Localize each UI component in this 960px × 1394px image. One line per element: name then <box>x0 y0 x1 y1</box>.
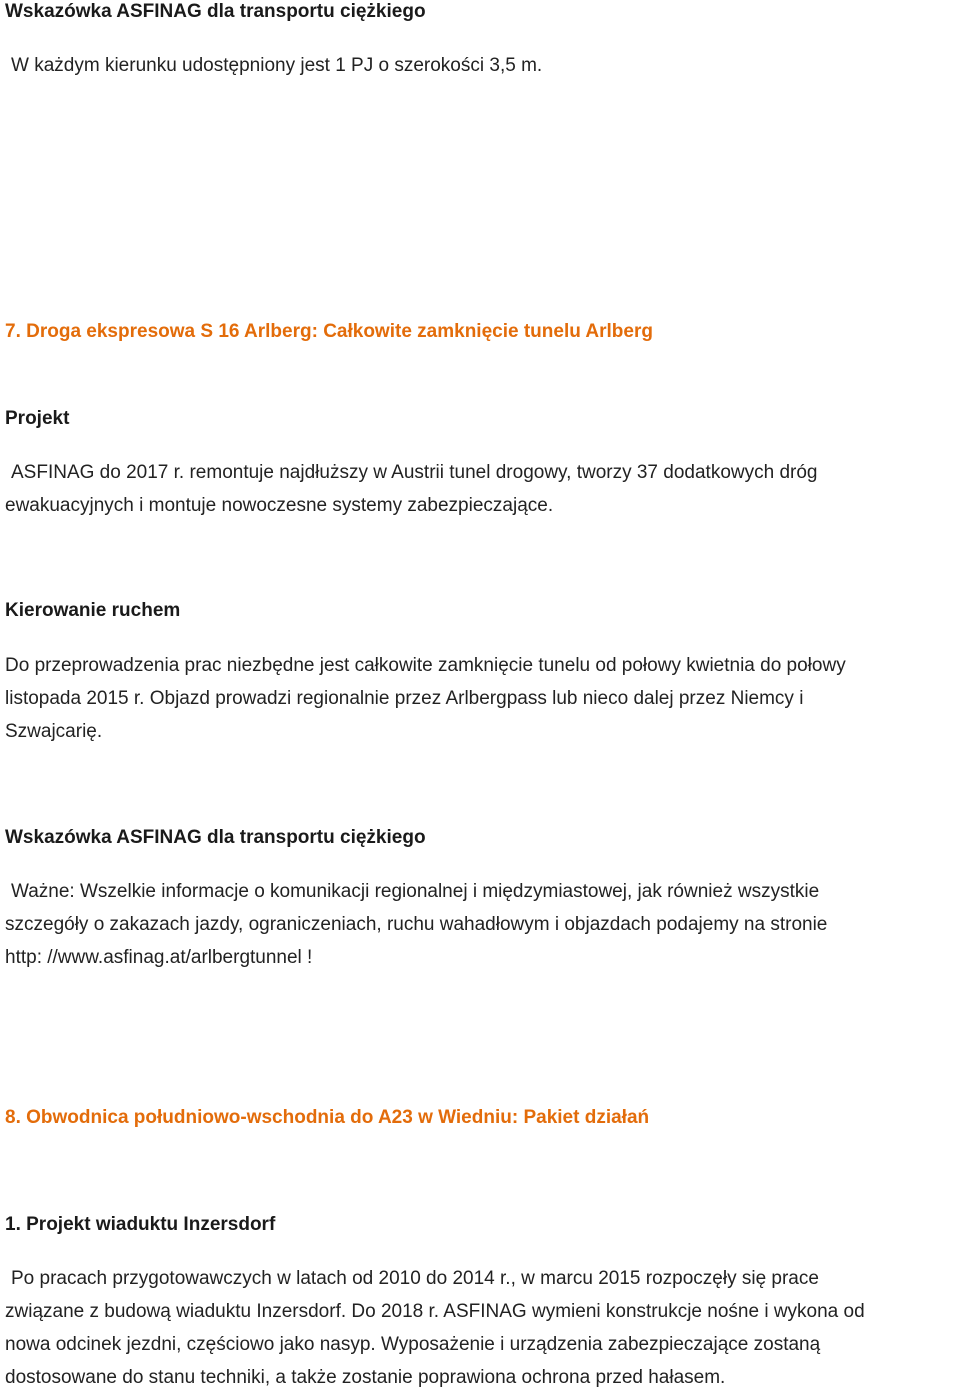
inzersdorf-line: Po pracach przygotowawczych w latach od 2010 do 2014 r., w marcu 2015 rozpoczęły się prace <box>11 1268 819 1289</box>
inzersdorf-heading: 1. Projekt wiaduktu Inzersdorf <box>5 1214 276 1235</box>
arlbergtunnel-link[interactable]: http: //www.asfinag.at/arlbergtunnel ! <box>5 947 313 968</box>
heavy-transport-line: Ważne: Wszelkie informacje o komunikacji regionalnej i międzymiastowej, jak również wszystkie <box>11 881 820 902</box>
paragraph-lane-width: W każdym kierunku udostępniony jest 1 PJ o szerokości 3,5 m. <box>11 55 543 76</box>
project-line: ewakuacyjnych i montuje nowoczesne systemy zabezpieczające. <box>5 495 554 516</box>
section-8-title: 8. Obwodnica południowo-wschodnia do A23 w Wiedniu: Pakiet działań <box>5 1107 650 1128</box>
project-line: ASFINAG do 2017 r. remontuje najdłuższy w Austrii tunel drogowy, tworzy 37 dodatkowych dróg <box>11 462 818 483</box>
project-heading: Projekt <box>5 408 70 429</box>
inzersdorf-line: dostosowane do stanu techniki, a także zostanie poprawiona ochrona przed hałasem. <box>5 1367 726 1388</box>
heading-heavy-transport-tip: Wskazówka ASFINAG dla transportu ciężkiego <box>5 1 426 22</box>
traffic-line: Szwajcarię. <box>5 721 103 742</box>
inzersdorf-line: związane z budową wiaduktu Inzersdorf. Do 2018 r. ASFINAG wymieni konstrukcje nośne i wykona od <box>5 1301 865 1322</box>
traffic-heading: Kierowanie ruchem <box>5 600 181 621</box>
heavy-transport-heading: Wskazówka ASFINAG dla transportu ciężkiego <box>5 827 426 848</box>
inzersdorf-line: nowa odcinek jezdni, częściowo jako nasyp. Wyposażenie i urządzenia zabezpieczające zostaną <box>5 1334 821 1355</box>
traffic-line: listopada 2015 r. Objazd prowadzi regionalnie przez Arlbergpass lub nieco dalej przez Niemcy i <box>5 688 804 709</box>
section-7-title: 7. Droga ekspresowa S 16 Arlberg: Całkowite zamknięcie tunelu Arlberg <box>5 321 653 342</box>
heavy-transport-line: szczegóły o zakazach jazdy, ograniczeniach, ruchu wahadłowym i objazdach podajemy na stronie <box>5 914 828 935</box>
traffic-line: Do przeprowadzenia prac niezbędne jest całkowite zamknięcie tunelu od połowy kwietnia do połowy <box>5 655 846 676</box>
